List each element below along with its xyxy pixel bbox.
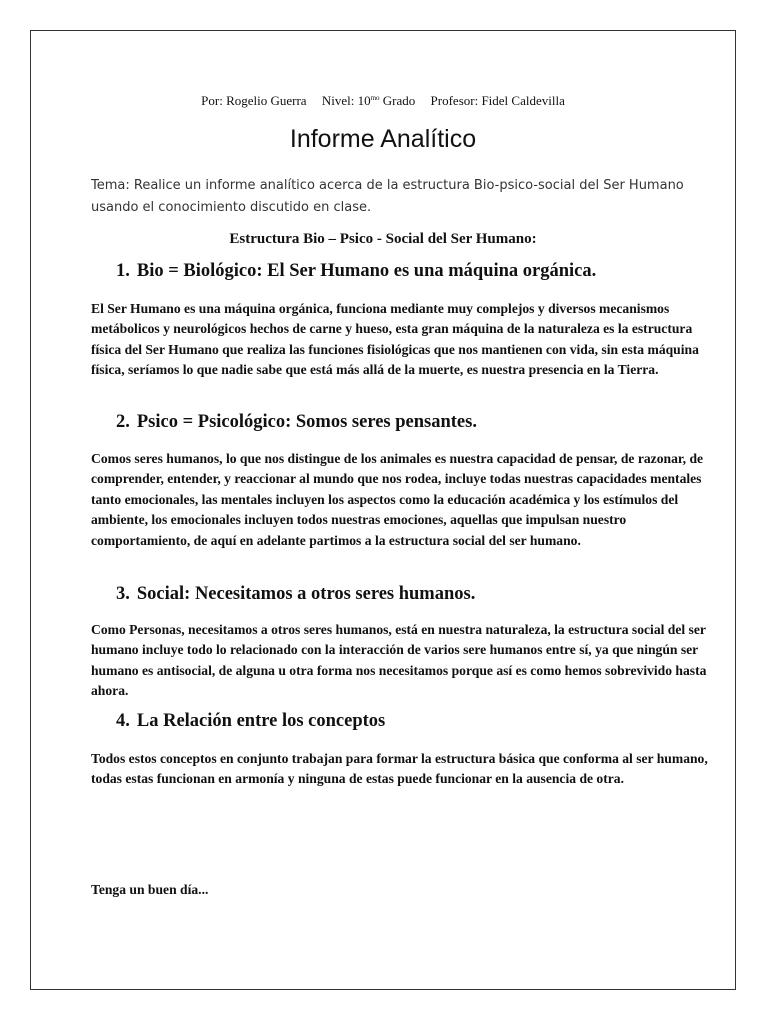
section-3-paragraph: Como Personas, necesitamos a otros seres humanos, está en nuestra naturaleza, la estructura social del ser humano incluye todo lo relacionado con la interacción de varios sere humanos entre sí, ya que ningún ser humano es antisocial, de alguna u otra forma nos necesitamos porque así es como hemos sobrevivido hasta ahora. xyxy=(91,622,707,699)
document-page xyxy=(30,30,736,990)
section-3-heading xyxy=(116,584,475,605)
section-1-number: 1. xyxy=(116,261,130,281)
document-subtitle: Estructura Bio – Psico - Social del Ser Humano: xyxy=(229,231,537,247)
header-line xyxy=(31,93,735,109)
section-2-number: 2. xyxy=(116,412,130,432)
section-1-heading xyxy=(116,261,596,282)
section-2-heading xyxy=(116,412,477,433)
level-superscript: mo xyxy=(370,94,380,102)
section-1-title: Bio = Biológico: El Ser Humano es una máquina orgánica. xyxy=(136,261,597,281)
level-label xyxy=(322,93,415,108)
section-4-number: 4. xyxy=(116,711,130,731)
level-suffix: Grado xyxy=(379,93,416,108)
section-2-title: Psico = Psicológico: Somos seres pensantes. xyxy=(136,412,477,432)
teacher-label: Profesor: Fidel Caldevilla xyxy=(430,93,565,108)
document-title: Informe Analítico xyxy=(289,125,477,153)
section-4-paragraph: Todos estos conceptos en conjunto trabajan para formar la estructura básica que conforma al ser humano, todas estas funcionan en armonía y ninguna de estas puede funcionar en la ausencia de otra. xyxy=(91,751,708,787)
section-4-heading xyxy=(116,711,385,732)
section-1-paragraph: El Ser Humano es una máquina orgánica, funciona mediante muy complejos y diversos mecanismos metábolicos y neurológicos hechos de carne y hueso, esta gran máquina de la naturaleza es la estructura física del Ser Humano que realiza las funciones fisiológicas que nos mantienen con vida, sin esta máquina física, seríamos lo que nadie sabe que está más allá de la muerte, es nuestra presencia en la Tierra. xyxy=(91,301,699,378)
section-4-title: La Relación entre los conceptos xyxy=(136,711,386,731)
section-3-title: Social: Necesitamos a otros seres humanos. xyxy=(136,584,476,604)
section-2-paragraph: Comos seres humanos, lo que nos distingue de los animales es nuestra capacidad de pensar, de razonar, de comprender, entender, y reaccionar al mundo que nos rodea, incluye todas nuestras capacidades mentales tanto emocionales, las mentales incluyen los aspectos como la educación académica y los estímulos del ambiente, los emocionales incluyen todos nuestras emociones, aquellas que impulsan nuestro comportamiento, de aquí en adelante partimos a la estructura social del ser humano. xyxy=(91,451,704,548)
closing-line: Tenga un buen día... xyxy=(91,882,209,897)
level-prefix: Nivel: 10 xyxy=(321,93,371,108)
author-label: Por: Rogelio Guerra xyxy=(201,93,307,108)
section-3-number: 3. xyxy=(116,584,130,604)
tema-paragraph: Tema: Realice un informe analítico acerca de la estructura Bio-psico-social del Ser Humano usando el conocimiento discutido en clase. xyxy=(91,178,684,215)
